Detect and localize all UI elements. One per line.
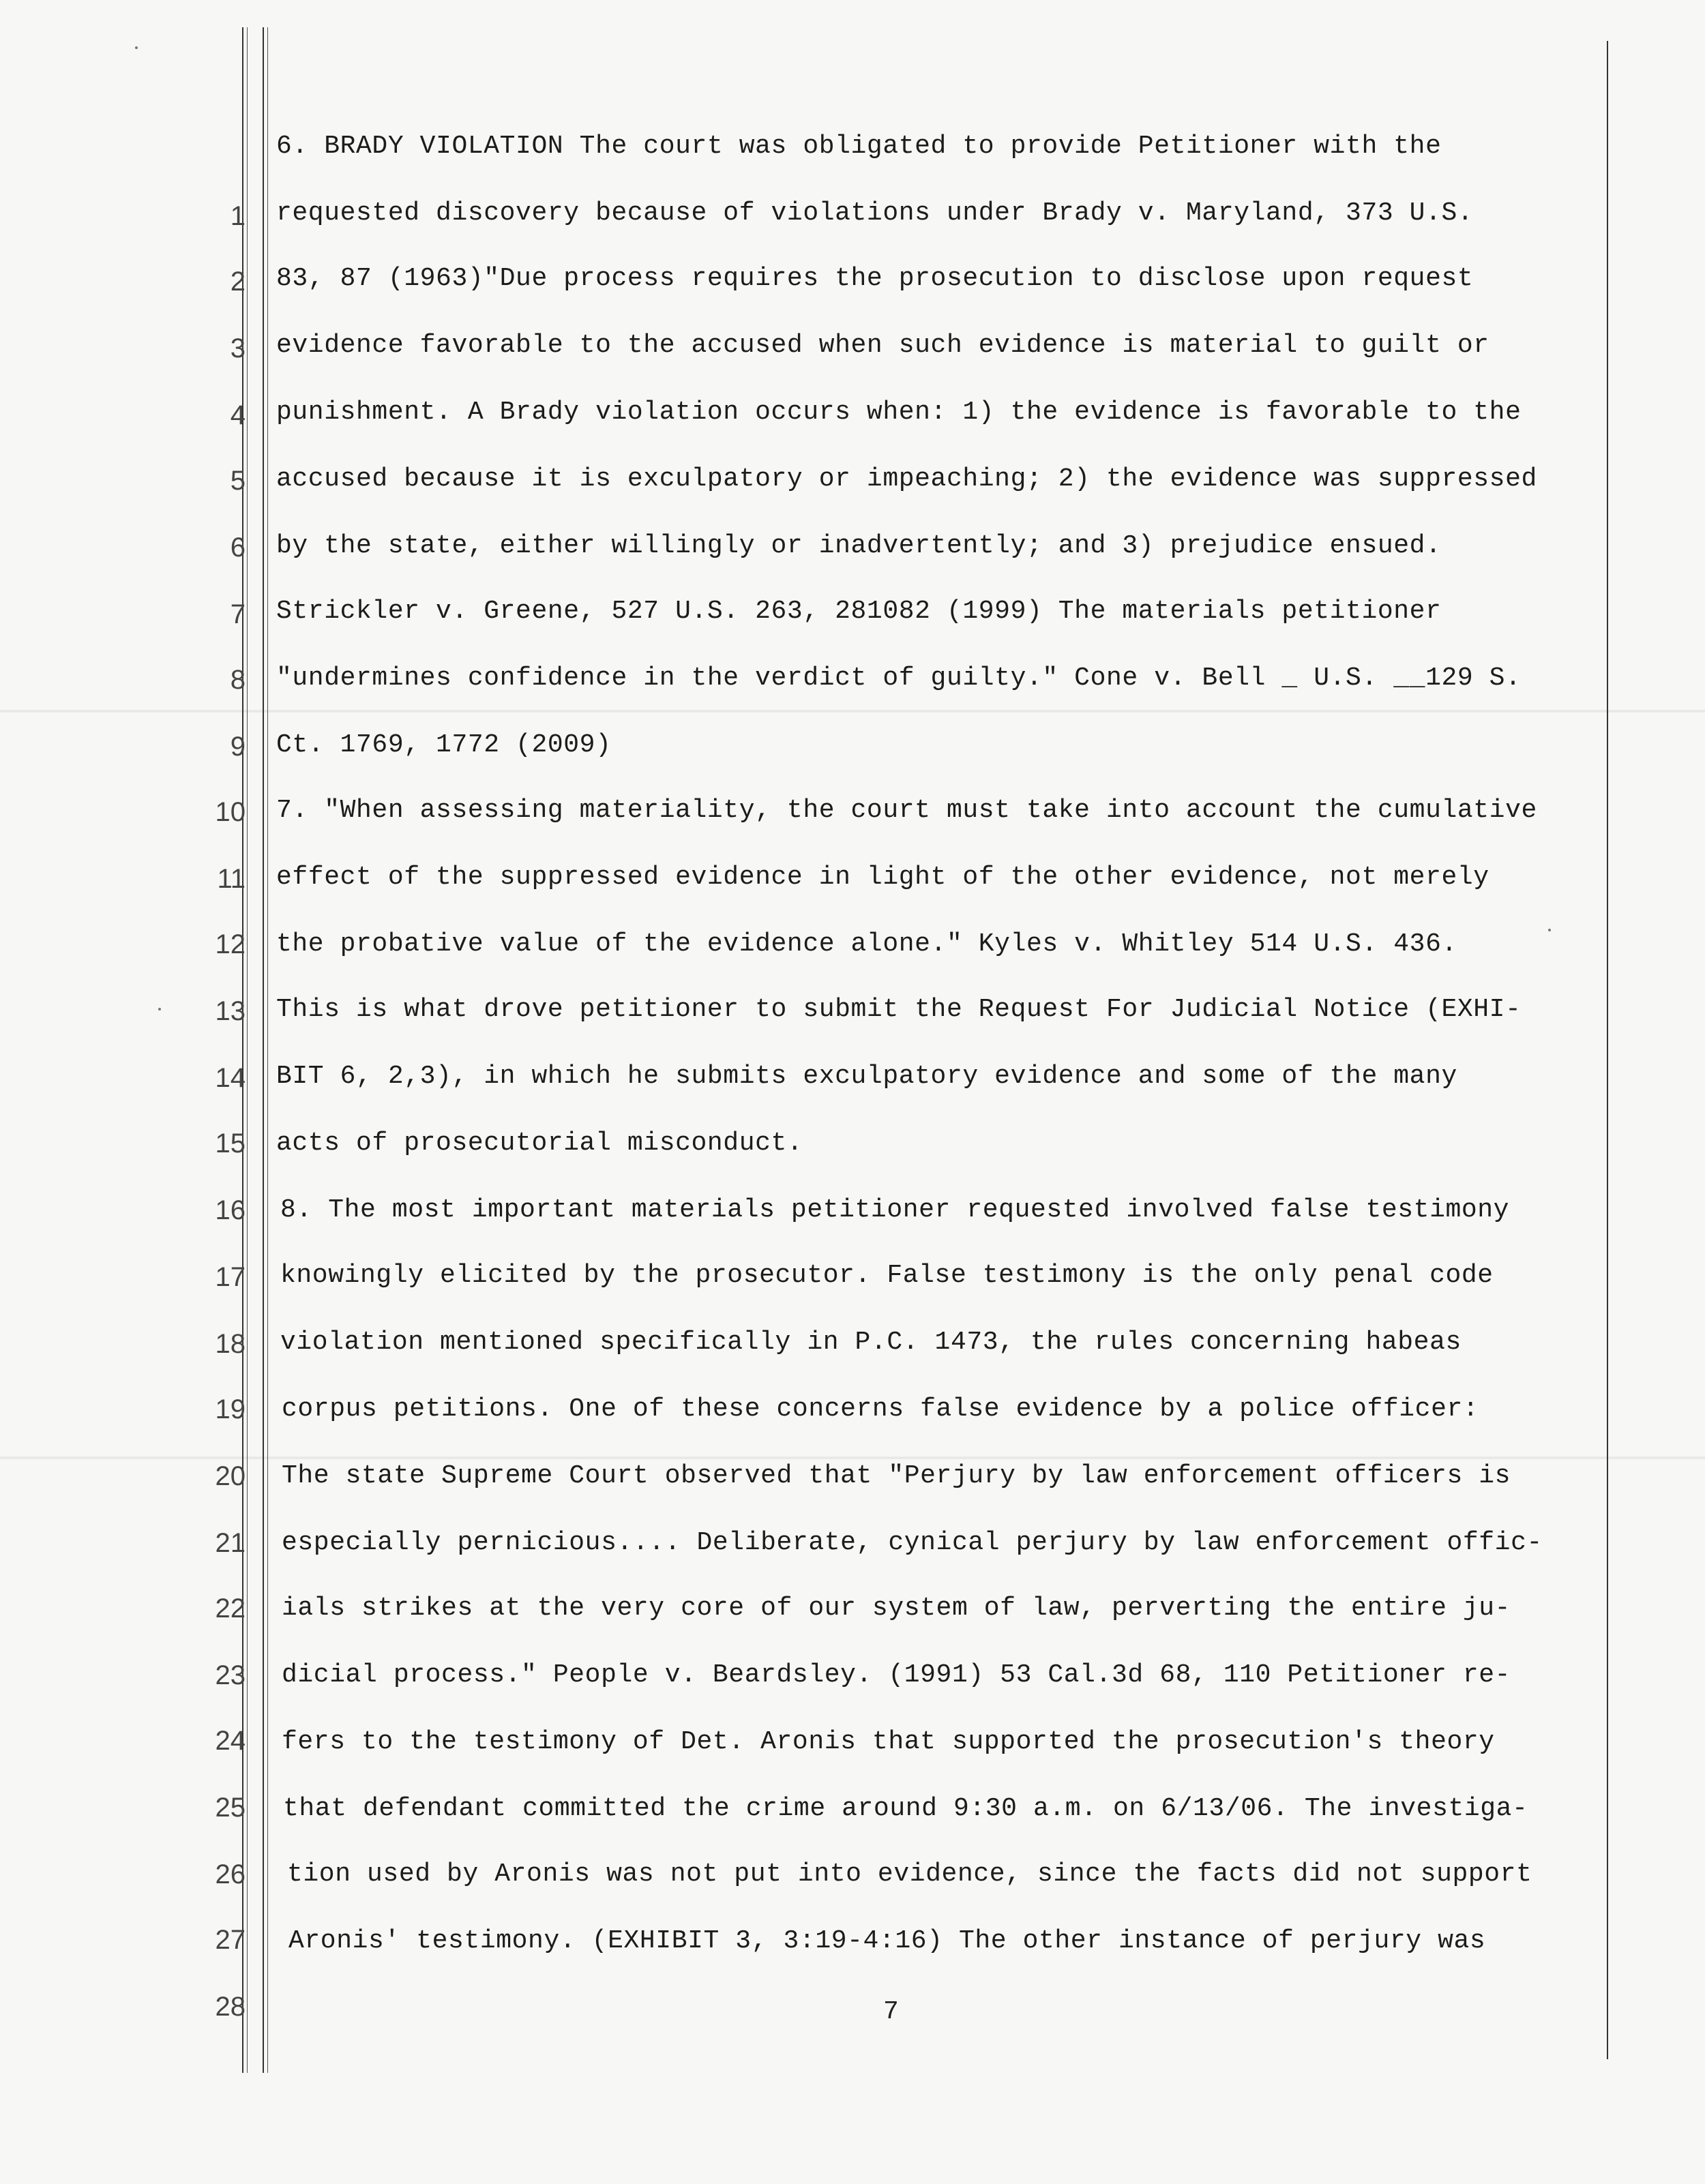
line-number: 14 xyxy=(215,1063,246,1093)
text-line: corpus petitions. One of these concerns false evidence by a police officer: xyxy=(282,1394,1479,1424)
text-line: acts of prosecutorial misconduct. xyxy=(276,1128,803,1158)
line-number: 11 xyxy=(217,864,246,894)
line-number: 3 xyxy=(230,333,246,363)
text-line: 7. "When assessing materiality, the court must take into account the cumulative xyxy=(276,796,1537,825)
line-number: 4 xyxy=(230,400,246,430)
paper-fold-line xyxy=(0,709,1705,713)
line-number: 26 xyxy=(215,1859,246,1889)
line-number: 12 xyxy=(215,929,246,959)
text-line: Aronis' testimony. (EXHIBIT 3, 3:19-4:16) The other instance of perjury was xyxy=(288,1926,1486,1956)
text-line: punishment. A Brady violation occurs when: 1) the evidence is favorable to the xyxy=(276,398,1522,427)
text-line: that defendant committed the crime around 9:30 a.m. on 6/13/06. The investiga- xyxy=(283,1794,1528,1823)
text-line: violation mentioned specifically in P.C. 1473, the rules concerning habeas xyxy=(280,1328,1462,1357)
line-number: 23 xyxy=(215,1660,246,1690)
line-number: 25 xyxy=(215,1793,246,1823)
text-line: by the state, either willingly or inadvertently; and 3) prejudice ensued. xyxy=(276,531,1442,560)
line-number: 5 xyxy=(230,466,246,496)
text-line: "undermines confidence in the verdict of guilty." Cone v. Bell _ U.S. __129 S. xyxy=(276,663,1522,693)
line-number: 15 xyxy=(215,1128,246,1158)
left-margin-rule xyxy=(263,27,264,2073)
line-number: 13 xyxy=(215,996,246,1026)
line-number: 1 xyxy=(230,201,246,231)
line-number: 10 xyxy=(215,797,246,827)
text-line: Strickler v. Greene, 527 U.S. 263, 281082 (1999) The materials petitioner xyxy=(276,597,1442,626)
scan-speck xyxy=(1548,929,1551,931)
text-line: especially pernicious.... Deliberate, cynical perjury by law enforcement offic- xyxy=(282,1528,1543,1557)
text-line: accused because it is exculpatory or impeaching; 2) the evidence was suppressed xyxy=(276,464,1537,494)
text-line: the probative value of the evidence alone." Kyles v. Whitley 514 U.S. 436. xyxy=(276,929,1457,959)
text-line: BIT 6, 2,3), in which he submits exculpatory evidence and some of the many xyxy=(276,1062,1457,1091)
line-number: 19 xyxy=(215,1394,246,1424)
line-number: 24 xyxy=(215,1726,246,1756)
text-line: requested discovery because of violations under Brady v. Maryland, 373 U.S. xyxy=(276,198,1474,228)
page-number: 7 xyxy=(883,1997,899,2026)
line-number: 7 xyxy=(230,599,246,629)
text-line: 6. BRADY VIOLATION The court was obligated to provide Petitioner with the xyxy=(276,132,1442,161)
line-number: 9 xyxy=(230,732,246,762)
scan-speck xyxy=(158,1008,161,1011)
text-line: fers to the testimony of Det. Aronis that supported the prosecution's theory xyxy=(282,1727,1495,1756)
text-line: Ct. 1769, 1772 (2009) xyxy=(276,730,612,760)
text-line: dicial process." People v. Beardsley. (1991) 53 Cal.3d 68, 110 Petitioner re- xyxy=(282,1660,1511,1690)
text-line: knowingly elicited by the prosecutor. False testimony is the only penal code xyxy=(280,1261,1494,1290)
line-number: 20 xyxy=(215,1461,246,1491)
paper-fold-line xyxy=(0,1456,1705,1460)
line-number: 16 xyxy=(215,1195,246,1225)
line-number: 21 xyxy=(215,1528,246,1558)
text-line: This is what drove petitioner to submit the Request For Judicial Notice (EXHI- xyxy=(276,995,1522,1024)
line-number: 17 xyxy=(215,1262,246,1292)
line-number: 22 xyxy=(215,1594,246,1624)
line-number: 2 xyxy=(230,267,246,297)
line-number: 6 xyxy=(230,533,246,563)
text-line: 83, 87 (1963)"Due process requires the prosecution to disclose upon request xyxy=(276,264,1474,293)
left-margin-rule xyxy=(267,27,268,2073)
right-margin-rule xyxy=(1607,41,1608,2059)
scan-speck xyxy=(135,46,138,49)
text-line: ials strikes at the very core of our system of law, perverting the entire ju- xyxy=(282,1594,1511,1623)
line-number: 28 xyxy=(215,1992,246,2022)
line-number: 18 xyxy=(215,1329,246,1359)
text-line: 8. The most important materials petitioner requested involved false testimony xyxy=(280,1195,1510,1225)
text-line: The state Supreme Court observed that "Perjury by law enforcement officers is xyxy=(282,1461,1511,1491)
line-number: 8 xyxy=(230,665,246,695)
text-line: evidence favorable to the accused when such evidence is material to guilt or xyxy=(276,331,1489,360)
text-line: tion used by Aronis was not put into evidence, since the facts did not support xyxy=(287,1859,1532,1889)
line-number: 27 xyxy=(215,1925,246,1955)
text-line: effect of the suppressed evidence in light of the other evidence, not merely xyxy=(276,863,1489,892)
left-margin-rule xyxy=(247,27,248,2073)
